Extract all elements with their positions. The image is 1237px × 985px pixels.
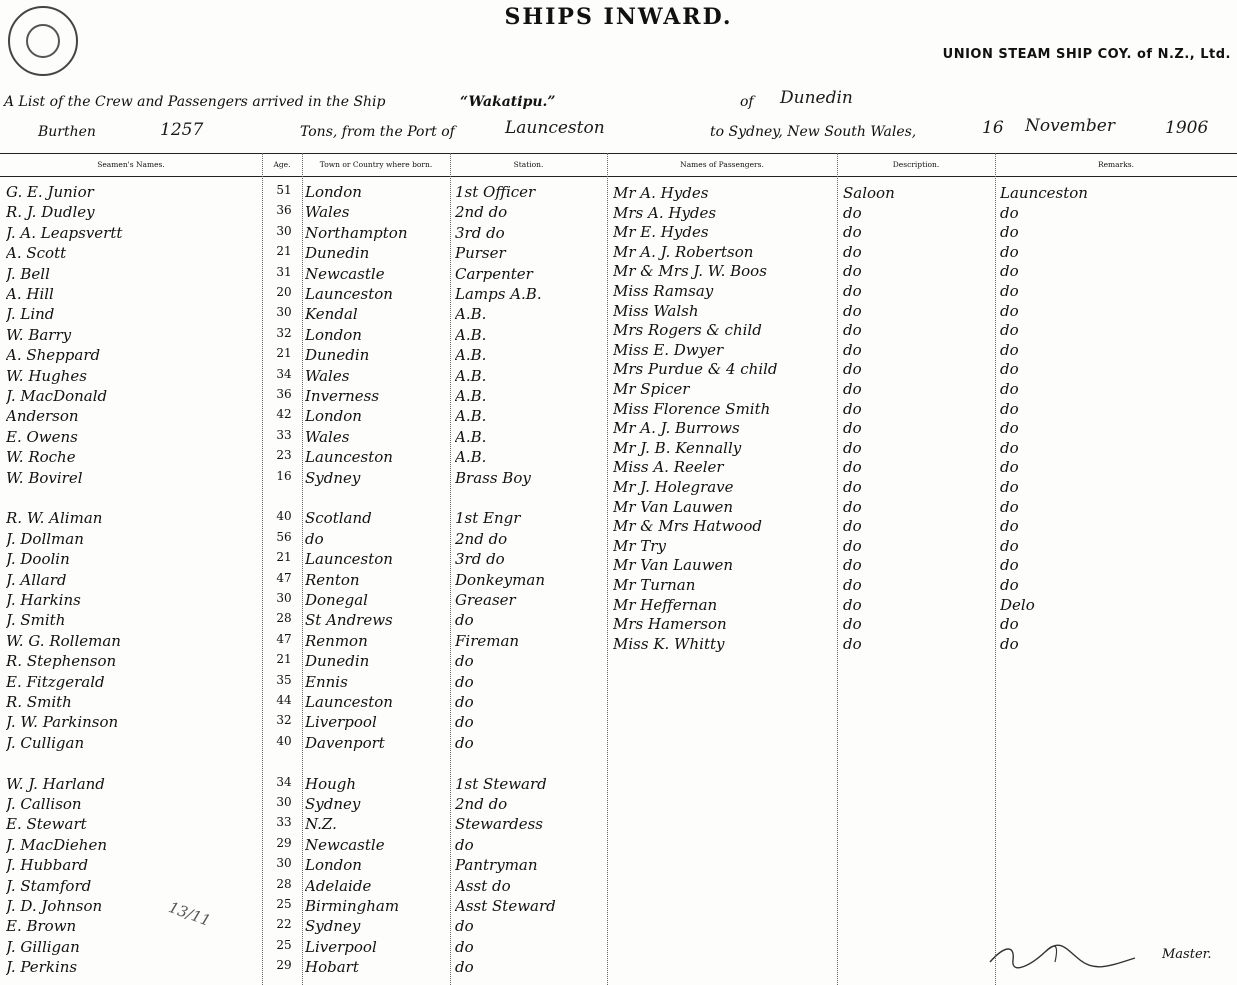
passenger-remarks: Delo [1000,595,1035,614]
table-top-rule [0,153,1237,154]
crew-birthplace: Wales [305,203,350,222]
crew-age: 42 [276,407,292,422]
passenger-description: do [843,634,862,653]
passenger-description: Saloon [843,184,895,202]
crew-age: 31 [276,264,292,279]
passenger-name: Miss Florence Smith [613,399,771,418]
passenger-description: do [843,615,862,634]
passenger-remarks: do [1000,262,1019,281]
crew-age: 47 [276,631,292,646]
crew-station: Asst do [455,876,511,895]
table-row [0,775,607,795]
passenger-remarks: do [1000,497,1019,516]
crew-name: R. J. Dudley [6,203,95,222]
page-title: SHIPS INWARD. [504,4,733,30]
crew-age: 44 [276,693,292,707]
crew-station: 1st Engr [455,509,521,528]
passenger-name: Mrs Rogers & child [613,321,762,340]
date-year: 1906 [1165,118,1209,138]
passenger-remarks: do [1000,634,1019,653]
table-row [0,400,1237,420]
crew-age: 40 [276,509,292,524]
crew-name: E. Stewart [6,815,87,834]
table-row [0,223,1237,243]
table-row [0,673,607,693]
crew-name: R. W. Aliman [6,509,103,528]
passenger-name: Mr A. J. Burrows [613,419,740,438]
col-header-age: Age. [273,160,291,169]
passenger-name: Mr Spicer [613,380,690,398]
passenger-name: Mrs A. Hydes [613,203,717,222]
passenger-remarks: do [1000,556,1019,575]
crew-name: J. Bell [6,264,50,283]
of-label: of [740,94,754,110]
table-row [0,713,607,733]
crew-station: Greaser [455,591,516,609]
crew-age: 34 [276,774,292,789]
passenger-description: do [843,380,862,398]
passenger-description: do [843,536,862,555]
ship-name: “Wakatipu.” [460,94,556,110]
passenger-description: do [843,458,862,477]
table-row [0,635,1237,655]
passenger-remarks: do [1000,360,1019,379]
passenger-description: do [843,321,862,340]
crew-birthplace: Liverpool [305,937,377,956]
crew-birthplace: London [305,856,362,875]
crew-birthplace: Launceston [305,693,393,711]
passenger-name: Mrs Purdue & 4 child [613,360,778,379]
passenger-name: Mr & Mrs J. W. Boos [613,262,767,281]
crew-age: 34 [276,366,292,381]
crew-station: Purser [455,244,506,263]
table-row [0,458,1237,478]
crew-birthplace: Birmingham [305,897,400,915]
passenger-description: do [843,242,862,261]
table-row [0,360,1237,380]
table-row [0,615,1237,635]
col-header-description: Description. [892,160,940,169]
date-day: 16 [982,118,1004,138]
crew-station: do [455,693,474,711]
table-row [0,897,607,917]
table-row [0,478,1237,498]
table-row [0,754,607,774]
crew-birthplace: London [305,325,362,344]
table-row [0,856,607,876]
crew-age: 21 [276,244,292,259]
crew-birthplace: Wales [305,366,350,385]
date-month: November [1025,116,1115,136]
passenger-description: do [843,301,862,320]
crew-station: do [455,672,474,691]
passenger-remarks: do [1000,399,1019,418]
passenger-description: do [843,203,862,222]
passenger-remarks: do [1000,223,1019,242]
crew-station: do [455,611,474,630]
passenger-name: Mr Van Lauwen [613,497,734,516]
table-row [0,917,607,937]
passenger-remarks: do [1000,282,1019,300]
passenger-remarks: do [1000,242,1019,261]
crew-name: R. Stephenson [6,652,117,671]
crew-birthplace: Launceston [305,448,393,467]
crew-name: W. G. Rolleman [6,631,121,650]
crew-birthplace: Dunedin [305,652,370,671]
passenger-name: Mr E. Hydes [613,223,709,242]
crew-name: J. Harkins [6,591,81,609]
crew-name: A. Scott [6,244,67,263]
crew-station: A.B. [455,427,487,446]
table-row [0,795,607,815]
crew-birthplace: Adelaide [305,876,372,895]
passenger-description: do [843,340,862,359]
table-row [0,652,607,672]
from-port: Launceston [505,118,605,138]
col-header-station: Station. [513,160,544,169]
crew-birthplace: Launceston [305,285,393,303]
crew-station: do [455,713,474,732]
table-row [0,556,1237,576]
crew-name: E. Owens [6,427,78,446]
home-port: Dunedin [780,88,853,108]
table-row [0,243,1237,263]
crew-age: 30 [276,591,292,605]
company-name: UNION STEAM SHIP COY. of N.Z., Ltd. [942,47,1231,62]
crew-age: 29 [276,835,292,850]
crew-birthplace: Liverpool [305,713,377,732]
crew-station: A.B. [455,366,487,385]
crew-name: E. Fitzgerald [6,672,105,691]
crew-age: 32 [276,325,292,340]
crew-birthplace: London [305,183,362,201]
passenger-description: do [843,438,862,457]
crew-birthplace: Renmon [305,631,368,650]
passenger-remarks: do [1000,419,1019,438]
crew-name: J. Dollman [6,529,84,548]
crew-name: W. Roche [6,448,76,467]
crew-station: 2nd do [455,529,508,548]
crew-station: A.B. [455,325,487,344]
passenger-name: Miss Ramsay [613,282,714,300]
table-row [0,836,607,856]
col-header-seamen: Seamen's Names. [97,160,165,169]
passenger-remarks: do [1000,301,1019,320]
crew-age: 16 [276,468,292,483]
passenger-remarks: do [1000,478,1019,496]
crew-name: W. Bovirel [6,468,83,487]
crew-station: 3rd do [455,550,505,569]
crew-age: 28 [276,611,292,626]
crew-station: Carpenter [455,264,533,283]
tons-from-label: Tons, from the Port of [300,124,455,140]
crew-age: 36 [276,387,292,401]
table-row [0,815,607,835]
crew-age: 30 [276,223,292,238]
passenger-description: do [843,478,862,496]
crew-birthplace: Launceston [305,550,393,569]
crew-name: J. Allard [6,570,67,589]
crew-birthplace: Dunedin [305,346,370,365]
crew-birthplace: London [305,407,362,426]
crew-name: J. A. Leapsvertt [6,223,123,242]
crew-station: Brass Boy [455,468,531,487]
passenger-name: Mr & Mrs Hatwood [613,517,762,536]
table-row [0,958,607,978]
crew-age: 20 [276,285,292,299]
to-sydney-label: to Sydney, New South Wales, [710,124,917,140]
table-row [0,439,1237,459]
crew-name: R. Smith [6,693,72,711]
passenger-name: Mrs Hamerson [613,615,727,634]
crew-station: Stewardess [455,815,544,834]
crew-name: J. Stamford [6,876,92,895]
crew-birthplace: N.Z. [305,815,337,834]
passenger-remarks: Launceston [1000,184,1088,202]
passenger-description: do [843,497,862,516]
crew-name: J. Culligan [6,733,85,752]
passenger-description: do [843,556,862,575]
crew-name: W. Hughes [6,366,87,385]
passenger-name: Miss A. Reeler [613,458,724,477]
crew-station: Donkeyman [455,570,545,589]
crew-station: do [455,652,474,671]
crew-age: 30 [276,305,292,320]
crew-birthplace: Inverness [305,387,380,405]
crew-age: 40 [276,733,292,748]
passenger-name: Mr Heffernan [613,595,718,614]
passenger-name: Mr J. B. Kennally [613,438,742,457]
crew-birthplace: Sydney [305,795,361,813]
crew-birthplace: Scotland [305,509,372,528]
table-row [0,380,1237,400]
crew-name: J. MacDiehen [6,835,107,854]
table-row [0,204,1237,224]
crew-birthplace: Ennis [305,672,348,691]
col-header-remarks: Remarks. [1097,160,1135,169]
table-row [0,498,1237,518]
table-row [0,184,1237,204]
crew-birthplace: Wales [305,427,350,446]
passenger-remarks: do [1000,203,1019,222]
crew-age: 21 [276,550,292,565]
passenger-name: Mr A. J. Robertson [613,242,754,261]
crew-station: A.B. [455,448,487,467]
passenger-name: Miss K. Whitty [613,634,725,653]
burthen-label: Burthen [38,124,96,140]
crew-name: J. Callison [6,795,82,813]
burthen-value: 1257 [160,120,204,140]
crew-name: A. Sheppard [6,346,101,365]
crew-age: 33 [276,815,292,830]
crew-name: J. Doolin [6,550,70,569]
crew-age: 33 [276,427,292,442]
passenger-remarks: do [1000,321,1019,340]
table-row [0,734,607,754]
crew-station: 3rd do [455,223,505,242]
crew-station: A.B. [455,387,487,405]
passenger-description: do [843,576,862,594]
crew-birthplace: Davenport [305,733,385,752]
passenger-description: do [843,595,862,614]
passenger-description: do [843,282,862,300]
crew-station: 1st Officer [455,183,536,201]
margin-note: 13/11 [166,898,214,930]
passenger-description: do [843,262,862,281]
crew-age: 36 [276,203,292,218]
passenger-description: do [843,399,862,418]
passenger-name: Mr Try [613,536,666,555]
crew-age: 23 [276,448,292,463]
passenger-description: do [843,419,862,438]
passenger-name: Mr J. Holegrave [613,478,734,496]
crew-birthplace: Sydney [305,468,361,487]
crew-birthplace: Hough [305,774,357,793]
crew-station: do [455,937,474,956]
table-row [0,282,1237,302]
passenger-name: Mr A. Hydes [613,184,709,202]
crew-name: J. Smith [6,611,66,630]
crew-station: Lamps A.B. [455,285,542,303]
passenger-name: Miss Walsh [613,301,699,320]
crew-age: 28 [276,876,292,891]
crew-age: 29 [276,958,292,973]
col-header-born: Town or Country where born. [319,160,433,169]
crew-station: A.B. [455,346,487,365]
passenger-name: Miss E. Dwyer [613,340,724,359]
passenger-remarks: do [1000,340,1019,359]
crew-birthplace: do [305,529,324,548]
crew-name: G. E. Junior [6,183,94,201]
table-row [0,321,1237,341]
crew-age: 25 [276,937,292,952]
passenger-remarks: do [1000,576,1019,594]
passenger-description: do [843,360,862,379]
crew-name: J. Lind [6,305,55,324]
crew-birthplace: Newcastle [305,264,385,283]
crew-age: 21 [276,652,292,667]
crew-age: 25 [276,897,292,911]
crew-station: A.B. [455,407,487,426]
crew-station: do [455,835,474,854]
crew-age: 47 [276,570,292,585]
list-intro-text: A List of the Crew and Passengers arrived in the Ship [4,94,386,110]
crew-birthplace: Renton [305,570,360,589]
crew-birthplace: Dunedin [305,244,370,263]
crew-name: J. Hubbard [6,856,89,875]
crew-station: Pantryman [455,856,538,875]
crew-birthplace: Hobart [305,958,359,977]
table-row [0,576,1237,596]
table-header-rule [0,176,1237,177]
crew-age: 30 [276,795,292,809]
crew-name: W. Barry [6,325,72,344]
passenger-name: Mr Van Lauwen [613,556,734,575]
crew-age: 51 [276,183,292,197]
crew-name: E. Brown [6,917,77,936]
passenger-remarks: do [1000,536,1019,555]
table-row [0,419,1237,439]
crew-birthplace: Northampton [305,223,408,242]
crew-birthplace: Sydney [305,917,361,936]
table-row [0,517,1237,537]
table-row [0,938,607,958]
table-row [0,262,1237,282]
crew-name: W. J. Harland [6,774,105,793]
crew-station: A.B. [455,305,487,324]
passenger-remarks: do [1000,380,1019,398]
crew-birthplace: Newcastle [305,835,385,854]
crew-station: 2nd do [455,203,508,222]
crew-station: Asst Steward [455,897,556,915]
crew-name: J. W. Parkinson [6,713,119,732]
crew-name: J. D. Johnson [6,897,103,915]
crew-name: J. MacDonald [6,387,108,405]
crew-age: 21 [276,346,292,361]
passenger-remarks: do [1000,615,1019,634]
table-row [0,302,1237,322]
passenger-description: do [843,517,862,536]
col-header-passengers: Names of Passengers. [680,160,764,169]
crew-age: 32 [276,713,292,728]
crew-station: do [455,917,474,936]
crew-station: 2nd do [455,795,508,813]
crew-station: Fireman [455,631,520,650]
passenger-description: do [843,223,862,242]
crew-age: 35 [276,672,292,687]
passenger-name: Mr Turnan [613,576,696,594]
table-row [0,877,607,897]
table-row [0,341,1237,361]
crew-station: 1st Steward [455,774,547,793]
table-row [0,693,607,713]
table-row [0,596,1237,616]
crew-name: J. Gilligan [6,937,80,956]
passenger-remarks: do [1000,458,1019,477]
master-label: Master. [1162,947,1212,962]
table-row [0,537,1237,557]
crew-station: do [455,958,474,977]
crew-birthplace: St Andrews [305,611,393,630]
crew-birthplace: Donegal [305,591,368,609]
crew-name: J. Perkins [6,958,78,977]
passenger-remarks: do [1000,438,1019,457]
crew-age: 56 [276,529,292,544]
crew-station: do [455,733,474,752]
passenger-remarks: do [1000,517,1019,536]
crew-name: Anderson [6,407,79,426]
crew-birthplace: Kendal [305,305,358,324]
crew-age: 30 [276,856,292,871]
crew-age: 22 [276,917,292,932]
crew-name: A. Hill [6,285,54,303]
